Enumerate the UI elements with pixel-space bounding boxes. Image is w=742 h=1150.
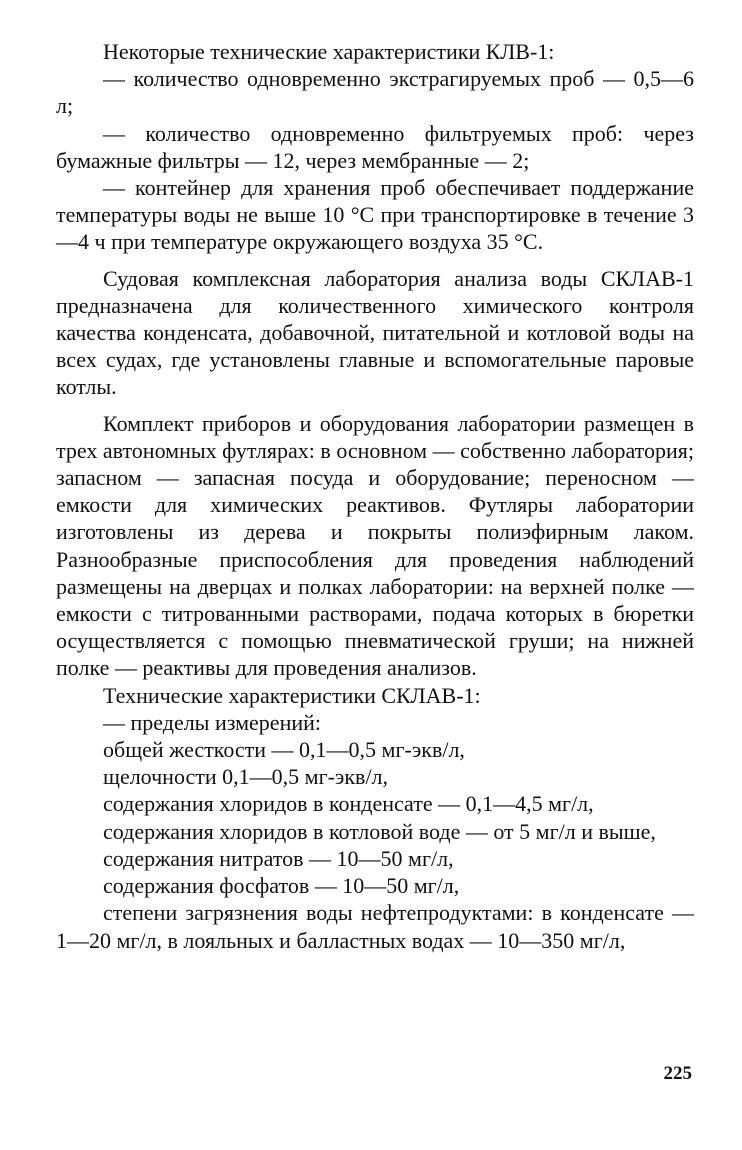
paragraph-phosphates: содержания фосфатов — 10—50 мг/л, (103, 873, 460, 899)
paragraph-filtered-samples: — количество одновременно фильтруемых проб: через бумажные фильтры — 12, через мембранные — 2; (56, 120, 694, 173)
paragraph-alkalinity: щелочности 0,1—0,5 мг-экв/л, (103, 764, 389, 790)
paragraph-sklav-equipment: Комплект приборов и оборудования лаборатории размещен в трех автономных футлярах: в основном — собственно лаборатория; запасном — запасная посуда и оборудование; переносном — емкости для химических реактивов. Футляры лаборатории изготовлены из дерева и покрыты полиэфирным лаком. Разнообразные приспособления для проведения наблюдений размещены на дверцах и полках лаборатории: на верхней полке — емкости с титрованными растворами, подача которых в бюретки осуществляется с помощью пневматической груши; на нижней полке — реактивы для проведения анализов. (56, 410, 694, 681)
paragraph-chlorides-condensate: содержания хлоридов в конденсате — 0,1—4,5 мг/л, (103, 791, 594, 817)
paragraph-sample-container: — контейнер для хранения проб обеспечивает поддержание температуры воды не выше 10 °С при транспортировке в течение 3—4 ч при температуре окружающего воздуха 35 °С. (56, 175, 694, 255)
paragraph-klv-heading: Некоторые технические характеристики КЛВ-1: (103, 39, 555, 64)
paragraph-sklav-purpose: Судовая комплексная лаборатория анализа воды СКЛАВ-1 предназначена для количественного химического контроля качества конденсата, добавочной, питательной и котловой воды на всех судах, где установлены главные и вспомогательные паровые котлы. (56, 265, 694, 400)
paragraph-extraction-samples: — количество одновременно экстрагируемых проб — 0,5—6 л; (56, 66, 694, 119)
paragraph-oil-contamination: степени загрязнения воды нефтепродуктами: в конденсате — 1—20 мг/л, в лояльных и балластных водах — 10—350 мг/л, (56, 900, 694, 953)
paragraph-total-hardness: общей жесткости — 0,1—0,5 мг-экв/л, (103, 737, 465, 763)
page-number: 225 (663, 1063, 692, 1084)
paragraph-chlorides-boiler-water: содержания хлоридов в котловой воде — от 5 мг/л и выше, (103, 818, 656, 844)
paragraph-measurement-limits: — пределы измерений: (103, 709, 322, 735)
page-body (56, 38, 694, 954)
paragraph-sklav-heading: Технические характеристики СКЛАВ-1: (103, 682, 481, 708)
paragraph-nitrates: содержания нитратов — 10—50 мг/л, (103, 845, 454, 871)
